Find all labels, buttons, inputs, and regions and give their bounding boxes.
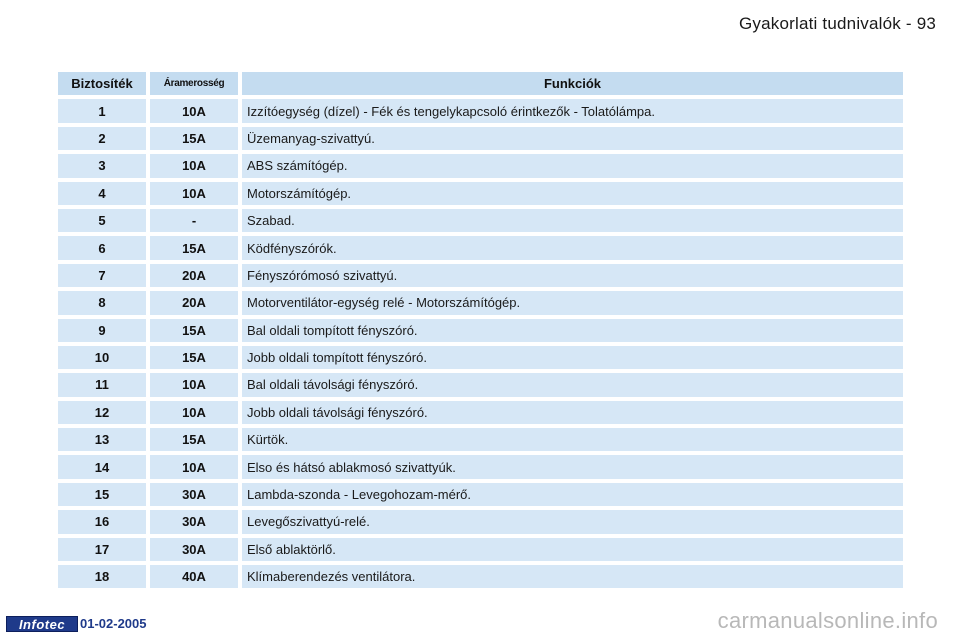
fuse-function: Szabad.	[238, 209, 903, 232]
table-row	[58, 346, 903, 369]
fuse-function: Bal oldali tompított fényszóró.	[238, 319, 903, 342]
fuse-number: 7	[58, 264, 146, 287]
fuse-amperage: 15A	[146, 346, 238, 369]
fuse-function: Üzemanyag-szivattyú.	[238, 127, 903, 150]
fuse-amperage: 15A	[146, 127, 238, 150]
table-row	[58, 510, 903, 533]
table-row	[58, 291, 903, 314]
fuse-function: Ködfényszórók.	[238, 236, 903, 259]
fuse-amperage: 30A	[146, 510, 238, 533]
fuse-number: 3	[58, 154, 146, 177]
table-row	[58, 264, 903, 287]
fuse-table	[58, 68, 903, 592]
fuse-amperage: -	[146, 209, 238, 232]
fuse-function: Fényszórómosó szivattyú.	[238, 264, 903, 287]
fuse-function: Klímaberendezés ventilátora.	[238, 565, 903, 588]
table-header-row	[58, 72, 903, 95]
watermark: carmanualsonline.info	[717, 608, 938, 633]
fuse-number: 8	[58, 291, 146, 314]
table-row	[58, 127, 903, 150]
fuse-number: 10	[58, 346, 146, 369]
fuse-amperage: 10A	[146, 99, 238, 122]
fuse-amperage: 15A	[146, 236, 238, 259]
footer-date: 01-02-2005	[80, 616, 147, 631]
logo-text: Infotec	[18, 616, 66, 632]
fuse-function: Elso és hátsó ablakmosó szivattyúk.	[238, 455, 903, 478]
column-header-fuse: Biztosíték	[58, 72, 146, 95]
column-header-amperage: Áramerosség	[146, 72, 238, 95]
fuse-function: Levegőszivattyú-relé.	[238, 510, 903, 533]
fuse-function: ABS számítógép.	[238, 154, 903, 177]
fuse-number: 11	[58, 373, 146, 396]
fuse-number: 1	[58, 99, 146, 122]
page-title: Gyakorlati tudnivalók - 93	[738, 14, 936, 33]
table-row	[58, 373, 903, 396]
table-row	[58, 538, 903, 561]
fuse-amperage: 15A	[146, 428, 238, 451]
fuse-function: Motorventilátor-egység relé - Motorszámítógép.	[238, 291, 903, 314]
table-row	[58, 209, 903, 232]
fuse-number: 4	[58, 182, 146, 205]
table-row	[58, 236, 903, 259]
fuse-function: Motorszámítógép.	[238, 182, 903, 205]
table-row	[58, 154, 903, 177]
table-row	[58, 401, 903, 424]
fuse-function: Jobb oldali távolsági fényszóró.	[238, 401, 903, 424]
fuse-number: 2	[58, 127, 146, 150]
fuse-amperage: 20A	[146, 291, 238, 314]
fuse-amperage: 10A	[146, 455, 238, 478]
table-row	[58, 483, 903, 506]
fuse-amperage: 30A	[146, 538, 238, 561]
fuse-function: Izzítóegység (dízel) - Fék és tengelykapcsoló érintkezők - Tolatólámpa.	[238, 99, 903, 122]
fuse-amperage: 40A	[146, 565, 238, 588]
fuse-number: 13	[58, 428, 146, 451]
fuse-amperage: 10A	[146, 154, 238, 177]
fuse-function: Első ablaktörlő.	[238, 538, 903, 561]
fuse-function: Lambda-szonda - Levegohozam-mérő.	[238, 483, 903, 506]
fuse-amperage: 30A	[146, 483, 238, 506]
fuse-amperage: 15A	[146, 319, 238, 342]
table-row	[58, 182, 903, 205]
fuse-number: 15	[58, 483, 146, 506]
fuse-number: 17	[58, 538, 146, 561]
fuse-amperage: 10A	[146, 373, 238, 396]
fuse-amperage: 20A	[146, 264, 238, 287]
table-row	[58, 455, 903, 478]
fuse-function: Bal oldali távolsági fényszóró.	[238, 373, 903, 396]
fuse-function: Jobb oldali tompított fényszóró.	[238, 346, 903, 369]
table-body	[58, 99, 903, 588]
fuse-number: 5	[58, 209, 146, 232]
table-row	[58, 319, 903, 342]
column-header-function: Funkciók	[238, 72, 903, 95]
fuse-number: 9	[58, 319, 146, 342]
fuse-number: 12	[58, 401, 146, 424]
fuse-function: Kürtök.	[238, 428, 903, 451]
table-row	[58, 428, 903, 451]
fuse-amperage: 10A	[146, 401, 238, 424]
table-row	[58, 565, 903, 588]
fuse-number: 6	[58, 236, 146, 259]
fuse-number: 16	[58, 510, 146, 533]
infotec-logo	[6, 616, 78, 632]
fuse-number: 14	[58, 455, 146, 478]
fuse-number: 18	[58, 565, 146, 588]
fuse-amperage: 10A	[146, 182, 238, 205]
table-row	[58, 99, 903, 122]
